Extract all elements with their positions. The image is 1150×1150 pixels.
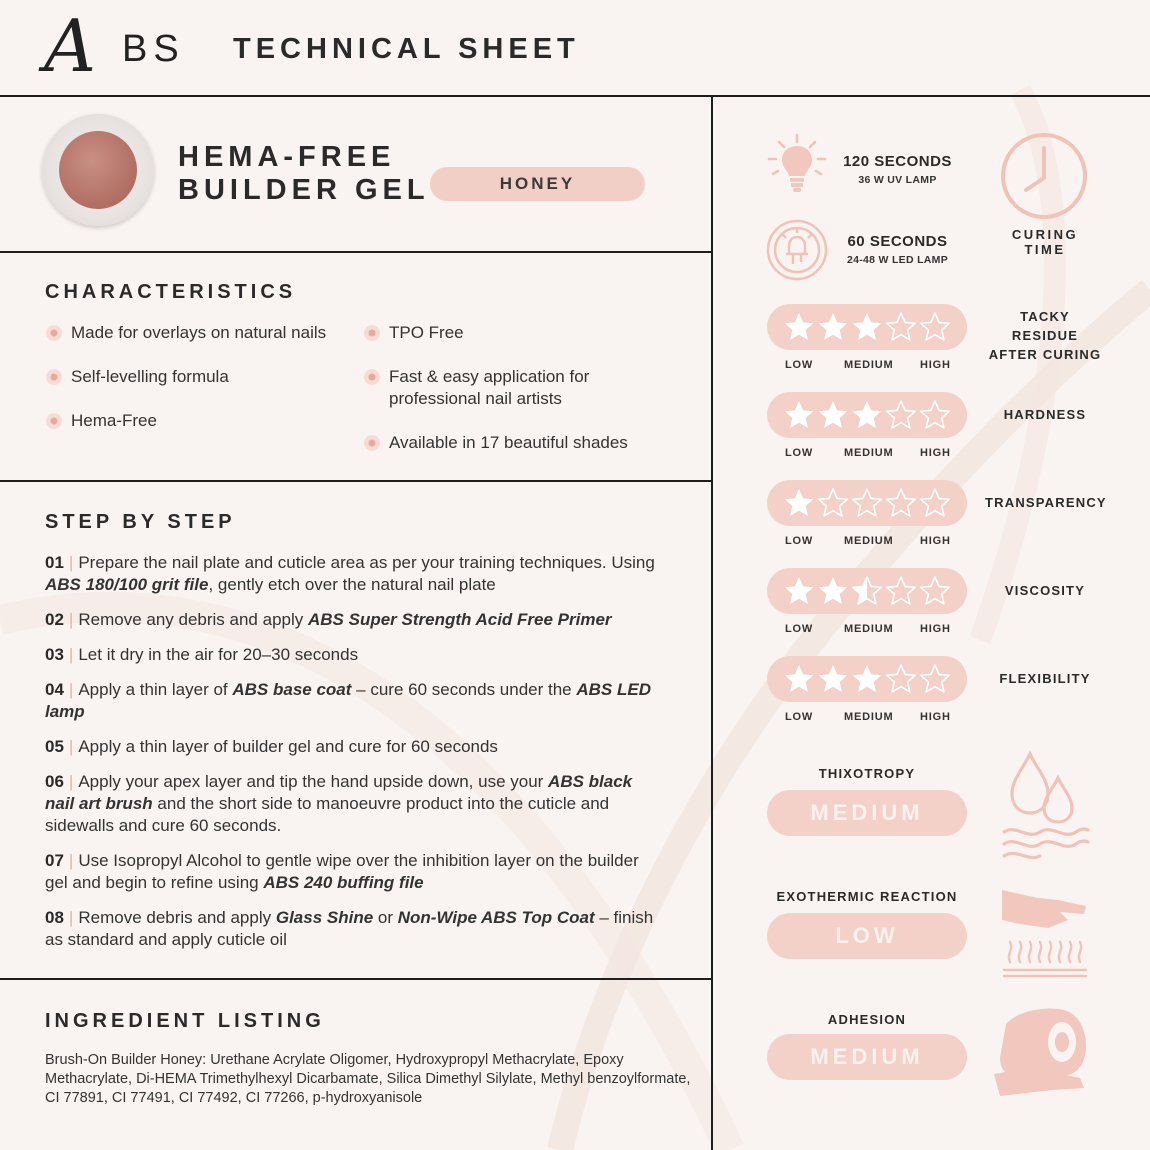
led-lamp-label: 24-48 W LED LAMP — [846, 254, 949, 266]
uv-cure-seconds: 120 SECONDS — [843, 153, 952, 170]
step-text: Apply your apex layer and tip the hand upside down, use your — [78, 772, 549, 791]
rating-stars — [767, 656, 967, 702]
step-text: or — [373, 908, 398, 927]
rating-scale — [767, 568, 967, 638]
step-number: 01 — [45, 553, 64, 572]
bullet-icon — [46, 325, 62, 341]
ingredients-text: Brush-On Builder Honey: Urethane Acrylate Oligomer, Hydroxypropyl Methacrylate, Epoxy Methacrylate, Di-HEMA Trimethylhexyl Dicarbamate, Silica Dimethyl Silylate, Methyl benzoylformate, CI 77891, CI 77491, CI 77492, CI 77266, p-hydroxyanisole — [45, 1052, 691, 1106]
step-product-emphasis: ABS 180/100 grit file — [45, 575, 209, 594]
rating-name-line1: VISCOSITY — [1004, 583, 1086, 598]
star-filled-icon — [783, 311, 815, 343]
scale-label-low: LOW — [785, 535, 814, 547]
bullet-icon — [364, 369, 380, 385]
step-item — [45, 552, 655, 596]
step-text: Let it dry in the air for 20–30 seconds — [78, 645, 359, 664]
rating-name — [985, 493, 1105, 512]
ingredients-title: INGREDIENT LISTING — [45, 1010, 325, 1032]
scale-label-low: LOW — [785, 711, 814, 723]
rating-stars — [767, 568, 967, 614]
step-separator: | — [68, 645, 74, 664]
led-curing-row — [765, 218, 955, 288]
gel-swatch — [59, 131, 137, 209]
step-separator: | — [68, 772, 74, 791]
characteristic-item: Fast & easy application for professional nail artists — [363, 366, 653, 410]
step-product-emphasis: Glass Shine — [275, 908, 374, 927]
step-text: Apply a thin layer of — [78, 680, 233, 699]
step-text: – finish as standard and apply cuticle oil — [45, 908, 654, 949]
bullet-icon — [364, 435, 380, 451]
uv-lamp-label: 36 W UV LAMP — [858, 174, 937, 186]
star-outline-icon — [851, 487, 883, 519]
scale-label-high: HIGH — [920, 535, 951, 547]
rating-scale — [767, 656, 967, 726]
adhesion-level: MEDIUM — [767, 1034, 967, 1080]
star-filled-icon — [817, 575, 849, 607]
step-product-emphasis: ABS base coat — [232, 680, 352, 699]
step-item — [45, 679, 655, 723]
step-separator: | — [68, 553, 74, 572]
star-outline-icon — [885, 399, 917, 431]
steps-divider — [0, 978, 712, 980]
star-filled-icon — [783, 575, 815, 607]
scale-label-medium: MEDIUM — [844, 447, 894, 459]
step-number: 04 — [45, 680, 64, 699]
uv-bulb-icon — [765, 132, 829, 196]
brand-logo-script: A — [44, 4, 96, 88]
star-filled-icon — [783, 399, 815, 431]
step-number: 05 — [45, 737, 64, 756]
star-filled-icon — [817, 311, 849, 343]
shade-badge: HONEY — [430, 167, 645, 201]
rating-name — [985, 307, 1105, 364]
step-product-emphasis: ABS black nail art brush — [45, 772, 633, 813]
scale-label-low: LOW — [785, 623, 814, 635]
brand-logo-letters: BS — [122, 28, 185, 70]
steps-list — [45, 552, 655, 964]
adhesion-title: ADHESION — [827, 1012, 907, 1027]
star-filled-icon — [783, 487, 815, 519]
curing-time-label: CURING TIME — [1011, 227, 1079, 257]
characteristic-item: TPO Free — [363, 322, 653, 344]
column-divider — [711, 96, 713, 1150]
rating-name — [985, 405, 1105, 424]
rating-stars — [767, 304, 967, 350]
step-text: Remove any debris and apply — [78, 610, 308, 629]
step-number: 02 — [45, 610, 64, 629]
step-text: Remove debris and apply — [78, 908, 276, 927]
rating-scale — [767, 304, 967, 374]
exothermic-title: EXOTHERMIC REACTION — [776, 889, 958, 904]
rating-scale — [767, 392, 967, 462]
star-half-icon — [851, 575, 883, 607]
star-outline-icon — [919, 663, 951, 695]
scale-label-medium: MEDIUM — [844, 359, 894, 371]
product-name — [178, 141, 430, 207]
step-separator: | — [68, 680, 74, 699]
bullet-icon — [46, 369, 62, 385]
characteristic-item: Hema-Free — [45, 410, 355, 432]
scale-label-high: HIGH — [920, 359, 951, 371]
star-filled-icon — [851, 311, 883, 343]
step-product-emphasis: Non-Wipe ABS Top Coat — [397, 908, 595, 927]
characteristics-divider — [0, 480, 712, 482]
clock-icon — [1000, 132, 1088, 220]
product-name-line1: HEMA-FREE — [178, 141, 396, 173]
bullet-icon — [364, 325, 380, 341]
step-separator: | — [68, 851, 74, 870]
scale-label-low: LOW — [785, 447, 814, 459]
characteristic-item: Self-levelling formula — [45, 366, 355, 388]
hand-heat-icon — [998, 884, 1090, 980]
step-text: , gently etch over the natural nail plate — [208, 575, 496, 594]
rating-stars — [767, 480, 967, 526]
step-item — [45, 736, 655, 758]
scale-label-low: LOW — [785, 359, 814, 371]
rating-stars — [767, 392, 967, 438]
step-text: Apply a thin layer of builder gel and cure for 60 seconds — [78, 737, 498, 756]
step-text: Use Isopropyl Alcohol to gentle wipe over the inhibition layer on the builder gel and begin to refine using — [45, 851, 639, 892]
star-filled-icon — [817, 663, 849, 695]
exothermic-level: LOW — [767, 913, 967, 959]
star-outline-icon — [817, 487, 849, 519]
step-number: 08 — [45, 908, 64, 927]
thixotropy-title: THIXOTROPY — [818, 766, 916, 781]
star-outline-icon — [885, 487, 917, 519]
rating-name-line1: FLEXIBILITY — [999, 671, 1091, 686]
star-outline-icon — [885, 663, 917, 695]
characteristic-item: Available in 17 beautiful shades — [363, 432, 653, 454]
star-filled-icon — [851, 399, 883, 431]
steps-title: STEP BY STEP — [45, 511, 236, 533]
scale-label-medium: MEDIUM — [844, 711, 894, 723]
step-item — [45, 771, 655, 837]
rating-name-line1: TRANSPARENCY — [985, 495, 1107, 510]
step-number: 06 — [45, 772, 64, 791]
step-item — [45, 850, 655, 894]
star-filled-icon — [851, 663, 883, 695]
characteristics-title: CHARACTERISTICS — [45, 281, 297, 303]
star-outline-icon — [885, 311, 917, 343]
scale-label-medium: MEDIUM — [844, 623, 894, 635]
step-item — [45, 907, 655, 951]
thixotropy-level: MEDIUM — [767, 790, 967, 836]
star-outline-icon — [885, 575, 917, 607]
step-separator: | — [68, 908, 74, 927]
step-text: Prepare the nail plate and cuticle area as per your training techniques. Using — [78, 553, 655, 572]
tape-hand-icon — [992, 1002, 1090, 1102]
led-cure-seconds: 60 SECONDS — [847, 233, 948, 250]
star-outline-icon — [919, 575, 951, 607]
step-separator: | — [68, 610, 74, 629]
rating-name-line1: HARDNESS — [1003, 407, 1087, 422]
product-divider — [0, 251, 712, 253]
step-text: – cure 60 seconds under the — [351, 680, 577, 699]
rating-name — [985, 581, 1105, 600]
rating-name — [985, 669, 1105, 688]
product-jar-image — [42, 114, 154, 226]
scale-label-high: HIGH — [920, 447, 951, 459]
step-item — [45, 609, 655, 631]
rating-name-line1: TACKY RESIDUE — [1011, 309, 1079, 343]
header-divider — [0, 95, 1150, 97]
drops-waves-icon — [1000, 748, 1092, 860]
scale-label-high: HIGH — [920, 711, 951, 723]
product-name-line2: BUILDER GEL — [178, 174, 430, 206]
scale-label-medium: MEDIUM — [844, 535, 894, 547]
characteristics-list-right — [363, 322, 653, 454]
characteristic-item: Made for overlays on natural nails — [45, 322, 355, 344]
star-filled-icon — [783, 663, 815, 695]
uv-curing-row — [765, 132, 955, 202]
characteristics-list-left — [45, 322, 355, 432]
step-product-emphasis: ABS 240 buffing file — [263, 873, 424, 892]
document-title: TECHNICAL SHEET — [233, 33, 580, 65]
step-product-emphasis: ABS Super Strength Acid Free Primer — [307, 610, 612, 629]
scale-label-high: HIGH — [920, 623, 951, 635]
step-separator: | — [68, 737, 74, 756]
step-product-emphasis: ABS LED lamp — [45, 680, 651, 721]
step-number: 03 — [45, 645, 64, 664]
rating-name-line2: AFTER CURING — [988, 347, 1102, 362]
star-filled-icon — [817, 399, 849, 431]
step-item — [45, 644, 655, 666]
star-outline-icon — [919, 487, 951, 519]
led-lamp-icon — [765, 218, 829, 282]
step-text: and the short side to manoeuvre product into the cuticle and sidewalls and cure 60 seconds. — [45, 794, 610, 835]
bullet-icon — [46, 413, 62, 429]
star-outline-icon — [919, 399, 951, 431]
step-number: 07 — [45, 851, 64, 870]
rating-scale — [767, 480, 967, 550]
star-outline-icon — [919, 311, 951, 343]
